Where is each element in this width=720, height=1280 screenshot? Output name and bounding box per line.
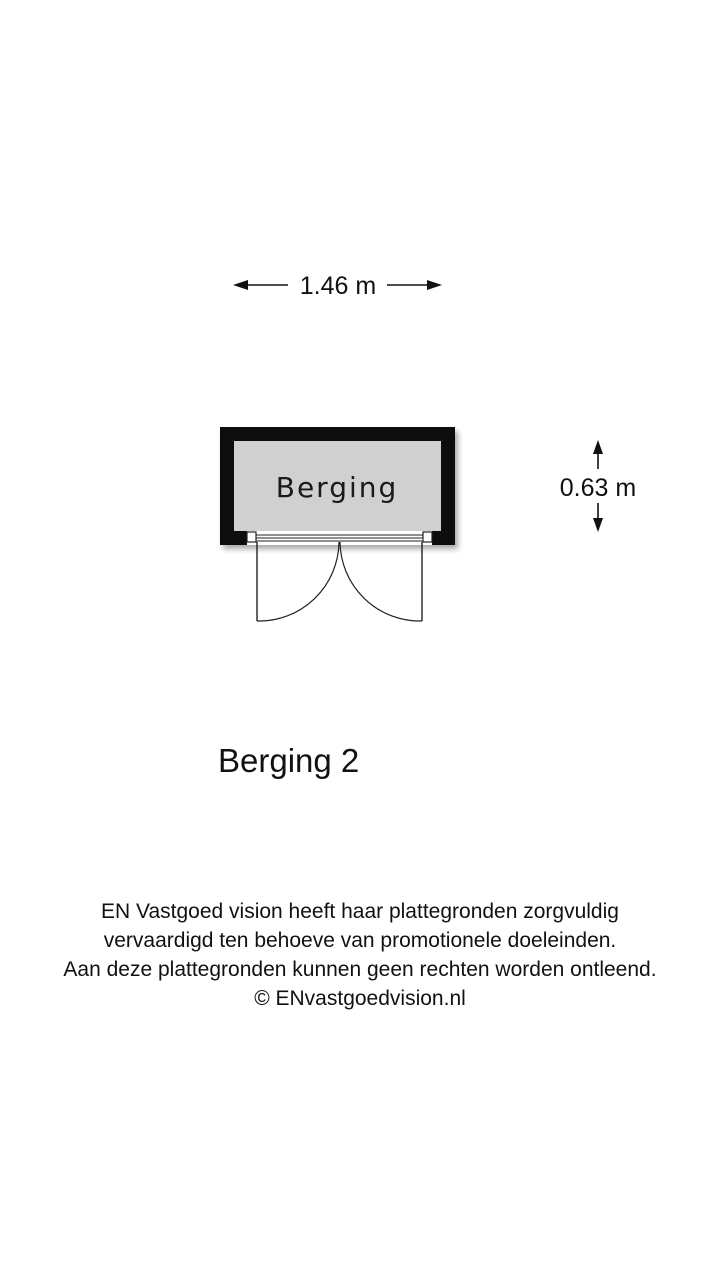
- door-jamb-left: [247, 532, 256, 542]
- arrow-left-icon: [233, 280, 248, 290]
- arrow-down-icon: [593, 518, 603, 532]
- door-jamb-right: [423, 532, 432, 542]
- disclaimer: [0, 897, 720, 1013]
- door-swing-arc-left: [257, 542, 339, 621]
- depth-dimension-label: 0.63 m: [559, 474, 637, 502]
- double-door: [257, 542, 422, 621]
- disclaimer-copyright: © ENvastgoedvision.nl: [254, 987, 466, 1010]
- disclaimer-line: Aan deze plattegronden kunnen geen rechten worden ontleend.: [63, 958, 657, 981]
- room-label: Berging: [275, 471, 399, 504]
- arrow-up-icon: [593, 440, 603, 454]
- arrow-right-icon: [427, 280, 442, 290]
- disclaimer-line: vervaardigd ten behoeve van promotionele doeleinden.: [103, 929, 617, 952]
- width-dimension: [233, 272, 442, 300]
- door-swing-arc-right: [340, 542, 422, 621]
- width-dimension-label: 1.46 m: [299, 272, 377, 300]
- floor-caption: Berging 2: [218, 742, 360, 779]
- depth-dimension: [560, 440, 636, 532]
- room-berging: [220, 427, 455, 545]
- disclaimer-line: EN Vastgoed vision heeft haar plattegronden zorgvuldig: [101, 900, 619, 923]
